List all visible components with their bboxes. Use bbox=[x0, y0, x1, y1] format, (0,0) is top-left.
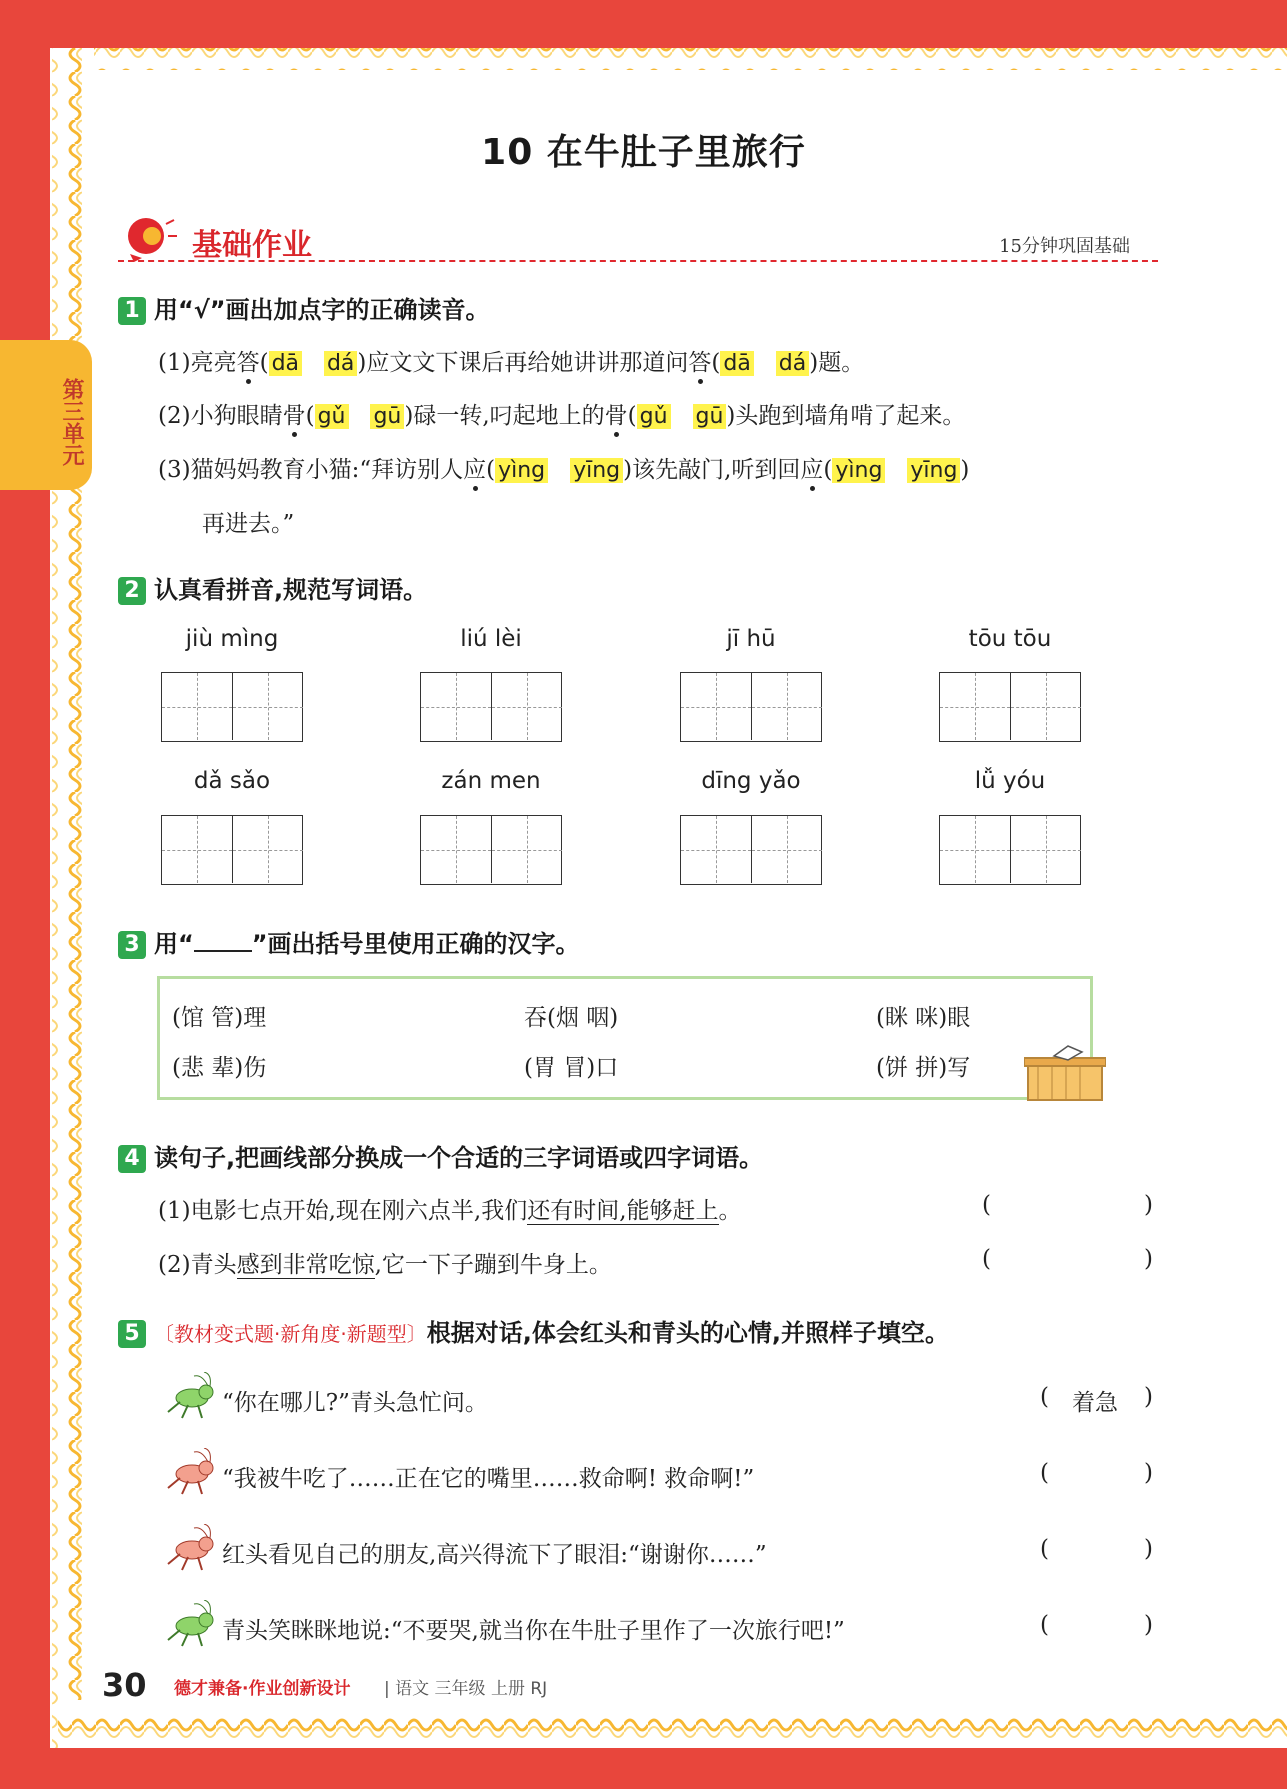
q1-l3-option[interactable]: yìng bbox=[495, 458, 548, 483]
q4-prompt bbox=[118, 1138, 763, 1173]
q1-l3-f: ) bbox=[960, 457, 970, 483]
q1-l1-char1: 答 bbox=[236, 350, 260, 376]
answer-paren-open: ( bbox=[982, 1246, 991, 1272]
q1-l1-option[interactable]: dá bbox=[776, 351, 809, 376]
q4-text: 读句子,把画线部分换成一个合适的三字词语或四字词语。 bbox=[154, 1144, 764, 1172]
q3-item[interactable]: (胃 冒)口 bbox=[524, 1055, 619, 1081]
red-cricket-icon bbox=[158, 1448, 218, 1496]
pinyin-label: dīng yǎo bbox=[701, 768, 801, 794]
q1-l2-char2: 骨 bbox=[604, 403, 628, 429]
section-name: 基础作业 bbox=[192, 228, 312, 263]
q4-number: 4 bbox=[118, 1145, 146, 1173]
q5-line: 青头笑眯眯地说:“不要哭,就当你在牛肚子里作了一次旅行吧!” bbox=[222, 1618, 845, 1644]
answer-paren-close: ) bbox=[1144, 1612, 1153, 1638]
q1-l2-option[interactable]: gǔ bbox=[637, 404, 671, 429]
q4-s2-a: (2)青头 bbox=[158, 1252, 237, 1278]
section-header bbox=[118, 214, 1158, 266]
q1-number: 1 bbox=[118, 297, 146, 325]
q3-item[interactable]: (眯 咪)眼 bbox=[876, 1005, 971, 1031]
q1-l3-e: ( bbox=[823, 457, 833, 483]
answer-paren-close: ) bbox=[1144, 1192, 1153, 1218]
q3-underline-sample bbox=[194, 930, 252, 952]
page-number: 30 bbox=[102, 1666, 147, 1704]
answer-paren-close: ) bbox=[1144, 1460, 1153, 1486]
q1-line-4: 再进去。” bbox=[202, 511, 295, 537]
writing-grid[interactable] bbox=[680, 815, 822, 885]
writing-grid[interactable] bbox=[420, 672, 562, 742]
pinyin-label: jiù mìng bbox=[185, 626, 279, 652]
q1-l1-f: )题。 bbox=[809, 350, 865, 376]
q4-s2-underlined: 感到非常吃惊 bbox=[236, 1252, 375, 1278]
q3-item[interactable]: (悲 辈)伤 bbox=[172, 1055, 267, 1081]
q1-l1-b: ( bbox=[259, 350, 269, 376]
writing-grid[interactable] bbox=[680, 672, 822, 742]
q3-text-a: 用“ bbox=[154, 930, 194, 958]
q2-text: 认真看拼音,规范写词语。 bbox=[154, 576, 428, 604]
desk-book-icon bbox=[1024, 1040, 1106, 1102]
footer-brand: 德才兼备·作业创新设计 bbox=[174, 1679, 351, 1699]
q4-sentence-1 bbox=[158, 1192, 742, 1225]
q1-l2-option[interactable]: gū bbox=[693, 404, 727, 429]
q4-sentence-2 bbox=[158, 1246, 612, 1279]
q1-l2-e: ( bbox=[627, 403, 637, 429]
green-cricket-icon bbox=[158, 1372, 218, 1420]
green-cricket-icon bbox=[158, 1600, 218, 1648]
answer-paren-open: ( bbox=[1040, 1460, 1049, 1486]
example-answer: 着急 bbox=[1072, 1390, 1118, 1416]
q3-number: 3 bbox=[118, 931, 146, 959]
answer-paren-open: ( bbox=[1040, 1612, 1049, 1638]
q1-l2-option[interactable]: gǔ bbox=[315, 404, 349, 429]
writing-grid[interactable] bbox=[420, 815, 562, 885]
q5-line: “我被牛吃了……正在它的嘴里……救命啊! 救命啊!” bbox=[222, 1466, 755, 1492]
q1-l2-f: )头跑到墙角啃了起来。 bbox=[726, 403, 966, 429]
q1-l3-d: )该先敲门,听到回 bbox=[623, 457, 801, 483]
q1-prompt bbox=[118, 290, 490, 325]
section-divider bbox=[118, 260, 1158, 262]
pinyin-label: zán men bbox=[441, 768, 541, 794]
q3-prompt bbox=[118, 924, 580, 959]
q1-l2-char1: 骨 bbox=[282, 403, 306, 429]
writing-grid[interactable] bbox=[939, 672, 1081, 742]
q5-line: 红头看见自己的朋友,高兴得流下了眼泪:“谢谢你……” bbox=[222, 1542, 767, 1568]
writing-grid[interactable] bbox=[161, 672, 303, 742]
pinyin-label: liú lèi bbox=[460, 626, 522, 652]
q1-line-1 bbox=[158, 344, 864, 377]
pinyin-label: lǚ yóu bbox=[974, 768, 1046, 794]
answer-paren-open: ( bbox=[1040, 1384, 1049, 1410]
q2-prompt bbox=[118, 570, 427, 605]
lesson-title: 10 在牛肚子里旅行 bbox=[481, 132, 806, 173]
q1-l2-option[interactable]: gū bbox=[370, 404, 404, 429]
q2-number: 2 bbox=[118, 577, 146, 605]
q1-l3-char2: 应 bbox=[800, 457, 824, 483]
q1-l3-option[interactable]: yìng bbox=[832, 458, 885, 483]
q3-item[interactable]: (饼 拼)写 bbox=[876, 1055, 971, 1081]
answer-paren-open: ( bbox=[1040, 1536, 1049, 1562]
q3-item[interactable]: (馆 管)理 bbox=[172, 1005, 267, 1031]
q1-l2-d: )碌一转,叼起地上的 bbox=[404, 403, 605, 429]
q4-s2-b: ,它一下子蹦到牛身上。 bbox=[374, 1252, 612, 1278]
q1-l2-a: (2)小狗眼睛 bbox=[158, 403, 283, 429]
pinyin-label: tōu tōu bbox=[968, 626, 1052, 652]
q5-number: 5 bbox=[118, 1320, 146, 1348]
q1-l1-char2: 答 bbox=[688, 350, 712, 376]
q3-text-b: ”画出括号里使用正确的汉字。 bbox=[251, 930, 580, 958]
q1-l1-option[interactable]: dá bbox=[324, 351, 357, 376]
answer-paren-close: ) bbox=[1144, 1536, 1153, 1562]
writing-grid[interactable] bbox=[161, 815, 303, 885]
q1-l3-option[interactable]: yīng bbox=[570, 458, 623, 483]
red-cricket-icon bbox=[158, 1524, 218, 1572]
q1-l3-a: (3)猫妈妈教育小猫:“拜访别人 bbox=[158, 457, 464, 483]
q1-l1-option[interactable]: dā bbox=[720, 351, 753, 376]
pinyin-label: dǎ sǎo bbox=[193, 768, 271, 794]
q1-l1-a: (1)亮亮 bbox=[158, 350, 237, 376]
q1-l2-b: ( bbox=[305, 403, 315, 429]
answer-paren-open: ( bbox=[982, 1192, 991, 1218]
q4-s1-a: (1)电影七点开始,现在刚六点半,我们 bbox=[158, 1198, 528, 1224]
q5-prompt bbox=[118, 1313, 949, 1348]
section-note: 15分钟巩固基础 bbox=[999, 236, 1130, 257]
q5-tag: 〔教材变式题·新角度·新题型〕 bbox=[154, 1322, 427, 1346]
bulb-icon bbox=[120, 214, 180, 264]
q1-text: 用“√”画出加点字的正确读音。 bbox=[154, 296, 490, 324]
q5-line: “你在哪儿?”青头急忙问。 bbox=[222, 1390, 488, 1416]
q1-l3-b: ( bbox=[486, 457, 496, 483]
q1-l1-d: )应文文下课后再给她讲讲那道问 bbox=[357, 350, 689, 376]
q1-line-3 bbox=[158, 451, 969, 484]
q3-word-box bbox=[157, 976, 1093, 1100]
q5-text: 根据对话,体会红头和青头的心情,并照样子填空。 bbox=[426, 1319, 949, 1347]
q1-l1-e: ( bbox=[711, 350, 721, 376]
unit-tab-label: 第三单元 bbox=[59, 378, 84, 466]
pinyin-label: jī hū bbox=[726, 626, 776, 652]
answer-paren-close: ) bbox=[1144, 1246, 1153, 1272]
answer-paren-close: ) bbox=[1144, 1384, 1153, 1410]
footer-info: | 语文 三年级 上册 RJ bbox=[384, 1679, 548, 1699]
q1-l3-option[interactable]: yīng bbox=[907, 458, 960, 483]
q1-l3-char1: 应 bbox=[463, 457, 487, 483]
q1-line-2 bbox=[158, 397, 965, 430]
writing-grid[interactable] bbox=[939, 815, 1081, 885]
q3-item[interactable]: 吞(烟 咽) bbox=[524, 1005, 619, 1031]
q1-l1-option[interactable]: dā bbox=[269, 351, 302, 376]
q4-s1-b: 。 bbox=[718, 1198, 742, 1224]
q4-s1-underlined: 还有时间,能够赶上 bbox=[527, 1198, 719, 1224]
